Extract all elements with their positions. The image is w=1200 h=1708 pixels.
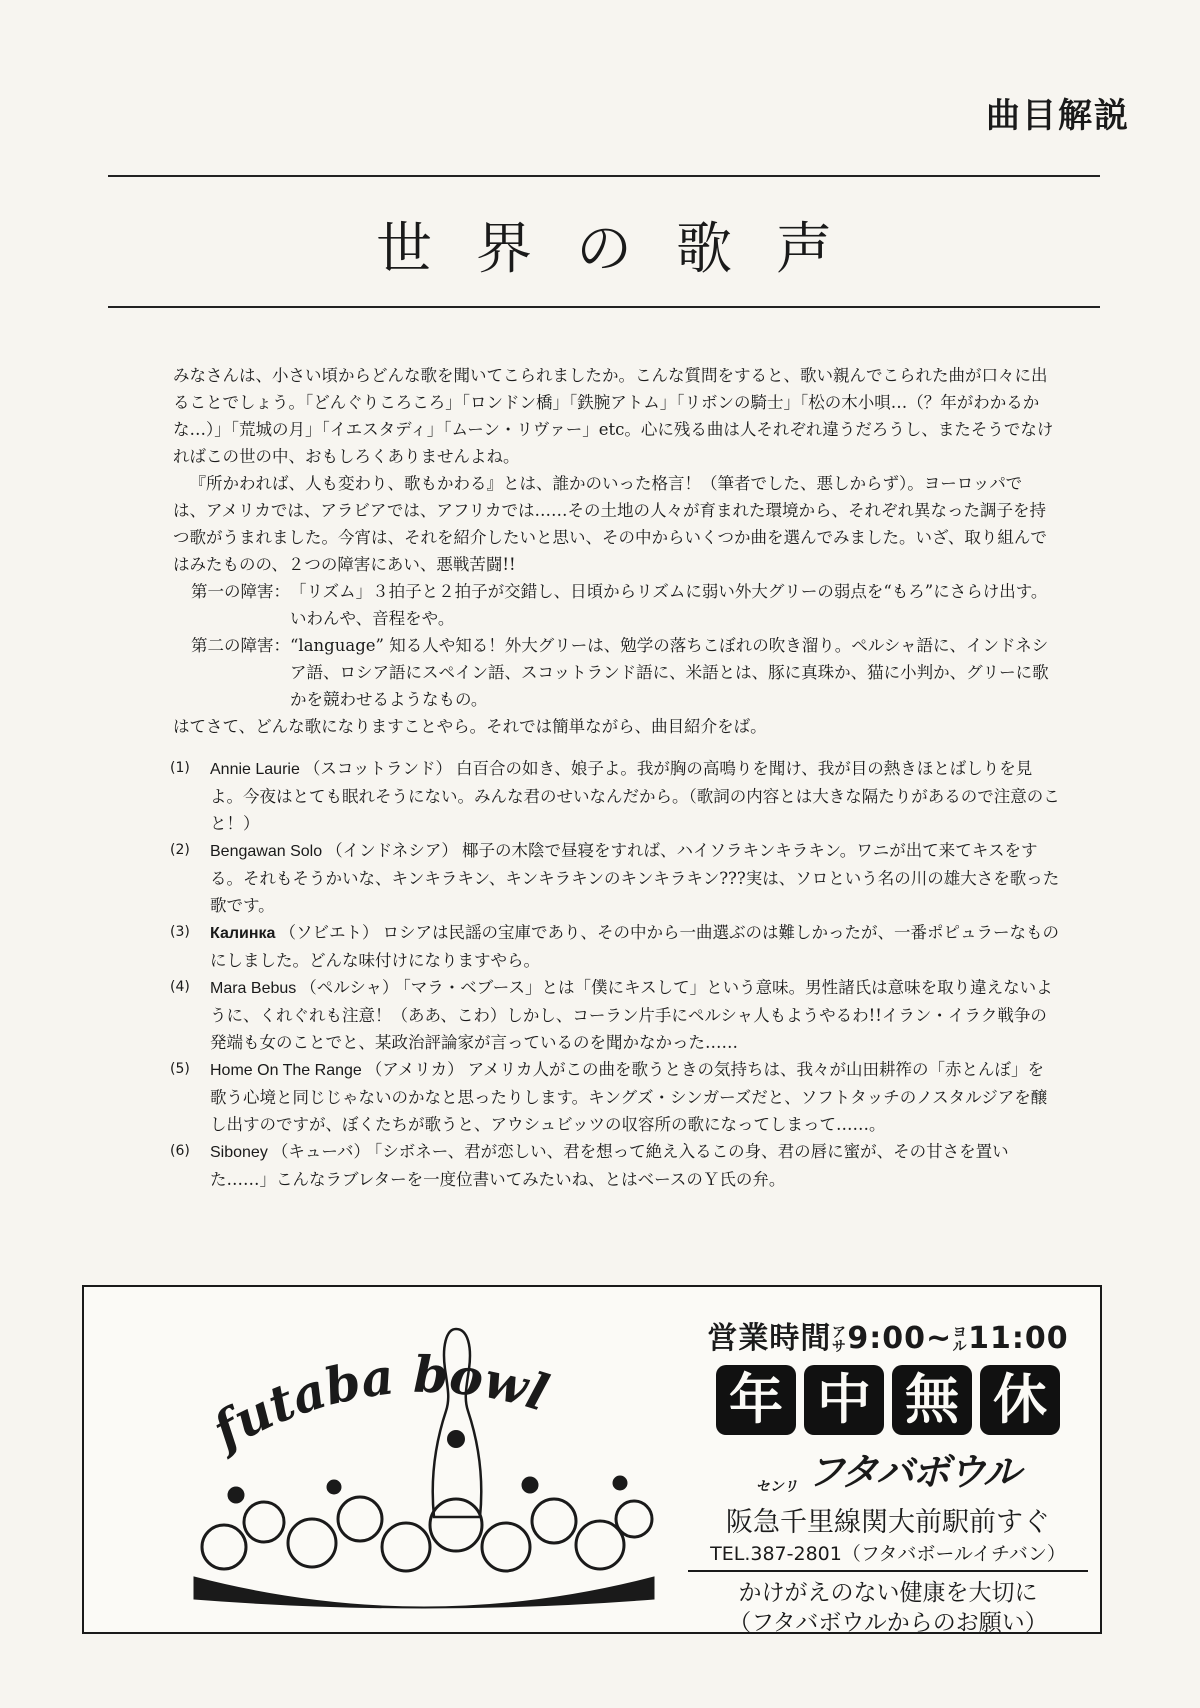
song-number: (1)	[170, 760, 190, 776]
song-title: Калинка	[210, 925, 276, 942]
song-description: 白百合の如き、娘子よ。我が胸の高鳴りを聞け、我が目の熱きほとばしりを見よ。今夜はとても眠れそうにない。みんな君のせいなんだから。（歌詞の内容とは大きな隔たりがあるので注意のこと！）	[210, 759, 1060, 833]
open-year-round	[688, 1365, 1088, 1435]
song-description: 「シボネー、君が恋しい、君を想って絶え入るこの身、君の唇に蜜が、その甘さを置いた……」こんなラブレターを一度位書いてみたいね、とはベースのＹ氏の弁。	[210, 1142, 1009, 1189]
song-number: (2)	[170, 842, 190, 858]
obstacle-2	[173, 632, 1055, 713]
title-rule-top	[108, 175, 1100, 177]
intro-closing: はてさて、どんな歌になりますことやら。それでは簡単ながら、曲目紹介をば。	[173, 717, 767, 736]
slogan: かけがえのない健康を大切に （フタバボウルからのお願い）	[728, 1580, 1048, 1636]
song-number: (5)	[170, 1061, 190, 1077]
song-description: アメリカ人がこの曲を歌うときの気持ちは、我々が山田耕筰の「赤とんぼ」を歌う心境と同じじゃないのかなと思ったりします。キングズ・シンガーズだと、ソフトタッチのノスタルジアを醸し出すのですが、ぼくたちが歌うと、アウシュビッツの収容所の歌になってしまって……。	[210, 1060, 1048, 1134]
song-country: （スコットランド）	[303, 759, 453, 778]
song-country: （キューバ）	[271, 1142, 371, 1161]
brand-name	[688, 1441, 1088, 1496]
open-char: 中	[804, 1365, 884, 1435]
futaba-bowl-logo	[184, 1307, 664, 1617]
obstacle-1	[173, 578, 1055, 632]
song-number: (6)	[170, 1143, 190, 1159]
obstacle-2-label: 第二の障害：	[191, 636, 290, 655]
brand-wordmark: フタバボウル	[807, 1450, 1019, 1494]
song-title: Mara Bebus	[210, 980, 297, 997]
list-item	[170, 974, 1060, 1056]
obstacle-2-text: “language” 知る人や知る！外大グリーは、勉学の落ちこぼれの吹き溜り。ペルシャ語に、インドネシア語、ロシア語にスペイン語、スコットランド語に、米語とは、豚に真珠か、猫に小判か、グリーに歌かを競わせるようなもの。	[290, 636, 1049, 709]
open-char: 年	[716, 1365, 796, 1435]
song-title: Home On The Range	[210, 1062, 362, 1079]
song-country: （アメリカ）	[365, 1060, 464, 1079]
obstacle-1-text: 「リズム」３拍子と２拍子が交錯し、日頃からリズムに弱い外大グリーの弱点を“もろ”にさらけ出す。いわんや、音程をや。	[290, 582, 1048, 628]
page-title: 世界の歌声	[376, 217, 876, 282]
list-item	[170, 1056, 1060, 1138]
phone-number: TEL.387-2801（フタバボールイチバン）	[688, 1539, 1088, 1572]
song-description: ロシアは民謡の宝庫であり、その中から一曲選ぶのは難しかったが、一番ポピュラーなものにしました。どんな味付けになりますやら。	[210, 923, 1059, 970]
song-description: 「マラ・ベブース」とは「僕にキスして」という意味。男性諸氏は意味を取り違えないように、くれぐれも注意！（ああ、こわ）しかし、コーラン片手にペルシャ人もようやるわ!!イラン・イラク戦争の発端も女のことでと、某政治評論家が言っているのを聞かなかった……	[210, 978, 1053, 1052]
song-country: （インドネシア）	[326, 841, 458, 860]
section-label: 曲目解説	[986, 96, 1130, 136]
song-list	[170, 755, 1060, 1193]
song-title: Siboney	[210, 1144, 268, 1161]
ad-info	[688, 1313, 1088, 1638]
song-number: (4)	[170, 979, 190, 995]
list-item	[170, 919, 1060, 974]
logo-text: futaba bowl	[202, 1344, 556, 1461]
business-hours: 営業時間アサ9:00~ヨル11:00	[707, 1321, 1069, 1356]
song-title: Annie Laurie	[210, 761, 300, 778]
intro-paragraph-1: みなさんは、小さい頃からどんな歌を聞いてこられましたか。こんな質問をすると、歌い親んでこられた曲が口々に出ることでしょう。「どんぐりころころ」「ロンドン橋」「鉄腕アトム」「リボンの騎士」「松の木小唄…（？年がわかるかな…）」「荒城の月」「イエスタディ」「ムーン・リヴァー」etc。心に残る曲は人それぞれ違うだろうし、またそうでなければこの世の中、おもしろくありませんよね。	[173, 366, 1054, 466]
song-title: Bengawan Solo	[210, 843, 323, 860]
list-item	[170, 837, 1060, 919]
song-number: (3)	[170, 924, 190, 940]
song-description: 椰子の木陰で昼寝をすれば、ハイソラキンキラキン。ワニが出て来てキスをする。それもそうかいな、キンキラキン、キンキラキンのキンキラキン???実は、ソロという名の川の雄大さを歌った歌です。	[210, 841, 1060, 915]
bowling-advertisement	[82, 1285, 1102, 1634]
crowd-illustration	[194, 1476, 654, 1608]
intro-paragraph-2: 『所かわれば、人も変わり、歌もかわる』とは、誰かのいった格言！（筆者でした、悪しからず）。ヨーロッパでは、アメリカでは、アラビアでは、アフリカでは……その土地の人々が育まれた環境から、それぞれ異なった調子を持つ歌がうまれました。今宵は、それを紹介したいと思い、その中からいくつか曲を選んでみました。いざ、取り組んではみたものの、２つの障害にあい、悪戦苦闘!!	[173, 474, 1047, 574]
brand-prefix: センリ	[755, 1479, 801, 1495]
access-info: 阪急千里線関大前駅前すぐ	[726, 1507, 1050, 1538]
song-country: （ペルシャ）	[300, 978, 399, 997]
open-char: 休	[980, 1365, 1060, 1435]
obstacle-1-label: 第一の障害：	[191, 582, 290, 601]
list-item	[170, 755, 1060, 837]
list-item	[170, 1138, 1060, 1193]
title-rule-bottom	[108, 306, 1100, 308]
song-country: （ソビエト）	[279, 923, 379, 942]
open-char: 無	[892, 1365, 972, 1435]
intro-text	[173, 362, 1055, 740]
